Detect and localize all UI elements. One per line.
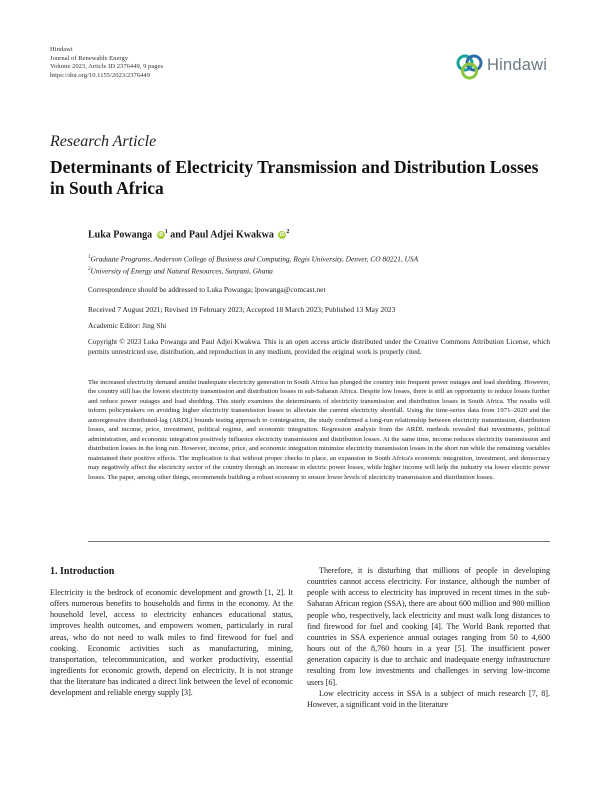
- affiliation-text: Graduate Programs, Anderson College of Business and Computing, Regis University, Denver, CO 80221, USA: [90, 254, 419, 264]
- logo-wordmark: Hindawi: [487, 56, 548, 74]
- author-name: Paul Adjei Kwakwa: [188, 229, 274, 241]
- history-dates: Received 7 August 2021; Revised 19 February 2023; Accepted 18 March 2023; Published 13 May 2023: [88, 305, 396, 314]
- affiliations: [88, 253, 418, 276]
- left-column: [50, 587, 293, 699]
- section-heading: 1. Introduction: [50, 566, 115, 577]
- author-list: [88, 229, 289, 240]
- body-paragraph: Therefore, it is disturbing that millions of people in developing countries cannot access electricity. For instance, although the number of people with access to electricity has improved in recent times in the sub-Saharan African region (SSA), there are about 600 million and 900 million people who, respectively, lack electricity and must walk long distances to find firewood for fuel and cooking [4]. The World Bank reported that countries in SSA experience annual outages ranging from 50 to 4,600 hours out of the 8,760 hours in a year [5]. The insufficient power generation capacity is due to archaic and inadequate energy infrastructure resulting from low investments and challenges in serving low-income users [6].: [307, 566, 550, 687]
- journal-header: [50, 46, 163, 80]
- abstract-divider: [88, 541, 550, 542]
- volume-info: Volume 2023, Article ID 2376449, 9 pages: [50, 63, 164, 71]
- abstract: The increased electricity demand amidst inadequate electricity generation in South Africa has plunged the country into frequent power outages and load shedding. However, the country still has the lowest electricity transmission and distribution losses in sub-Saharan Africa. Despite low losses, there is still an opportunity to reduce losses further and reduce power outages and load shedding. This study examines the determinants of electricity transmission and distribution losses in South Africa. The results will inform policymakers on avoiding higher electricity transmission losses to alleviate the current electricity shortfall. Using the time-series data from 1971–2020 and the autoregressive distributed-lag (ARDL) bounds testing approach to cointegration, the study confirmed a long-run relationship between electricity transmission, distribution losses, and income, price, investment, political regime, and economic integration. Regression analysis from the ARDL methods revealed that investments, political administration, and economic integration positively influence electricity transmission and distribution losses. At the same time, income reduces electricity transmission and distribution losses in the long run. However, income, price, and economic integration minimize electricity transmission losses in the short run while the remaining variables maintained their positive effects. The implication is that without proper checks in place, an expansion in South Africa's economic integration, investment, and democracy may negatively affect the electricity sector of the country through an increase in electric power losses, while higher income will help the industry via lower electric power losses. The paper, among other things, recommends building a robust economy to ensure lower levels of electricity transmission and distribution losses.: [88, 379, 550, 481]
- affiliation-marker: 2: [88, 266, 91, 272]
- doi-link[interactable]: https://doi.org/10.1155/2023/2376449: [50, 71, 151, 79]
- affiliation-marker: 2: [286, 229, 290, 235]
- hindawi-logo: [455, 50, 555, 84]
- affiliation-marker: 1: [88, 255, 91, 260]
- body-paragraph: Electricity is the bedrock of economic development and growth [1, 2]. It offers numerous benefits to households and firms in the economy. At the household level, access to electricity enhances educational status, improves health outcomes, and empowers women, particularly in rural areas, who do not need to walk miles to find firewood for fuel and cooking. Economic activities such as manufacturing, mining, transportation, telecommunication, and worker productivity, essential ingredients for economic growth, depend on electricity. It is not strange that the literature has indicated a direct link between the level of economic development and reliable energy supply [3].: [50, 588, 293, 698]
- body-paragraph: Low electricity access in SSA is a subject of much research [7, 8]. However, a significant void in the literature: [307, 688, 550, 709]
- publisher-name: Hindawi: [50, 46, 73, 53]
- author-name: Luka Powanga: [88, 229, 153, 241]
- affiliation-line: [88, 253, 418, 265]
- right-column: [307, 565, 550, 710]
- affiliation-marker: 1: [164, 229, 168, 235]
- affiliation-line: [88, 265, 418, 277]
- academic-editor: Academic Editor: Jing Shi: [88, 321, 167, 330]
- hindawi-interlocked-rings-icon: [455, 52, 485, 82]
- copyright-notice: Copyright © 2023 Luka Powanga and Paul Adjei Kwakwa. This is an open access article distributed under the Creative Commons Attribution License, which permits unrestricted use, distribution, and reproduction in any medium, provided the original work is properly cited.: [88, 338, 550, 357]
- article-type: Research Article: [50, 133, 157, 150]
- journal-name: Journal of Renewable Energy: [50, 54, 129, 62]
- article-title: Determinants of Electricity Transmission and Distribution Losses in South Africa: [50, 157, 539, 198]
- affiliation-text: University of Energy and Natural Resources, Sunyani, Ghana: [90, 266, 273, 276]
- orcid-icon[interactable]: iD: [158, 232, 164, 239]
- orcid-icon[interactable]: iD: [279, 232, 285, 239]
- correspondence: Correspondence should be addressed to Luka Powanga; lpowanga@comcast.net: [88, 285, 326, 294]
- author-connector: and: [170, 229, 187, 241]
